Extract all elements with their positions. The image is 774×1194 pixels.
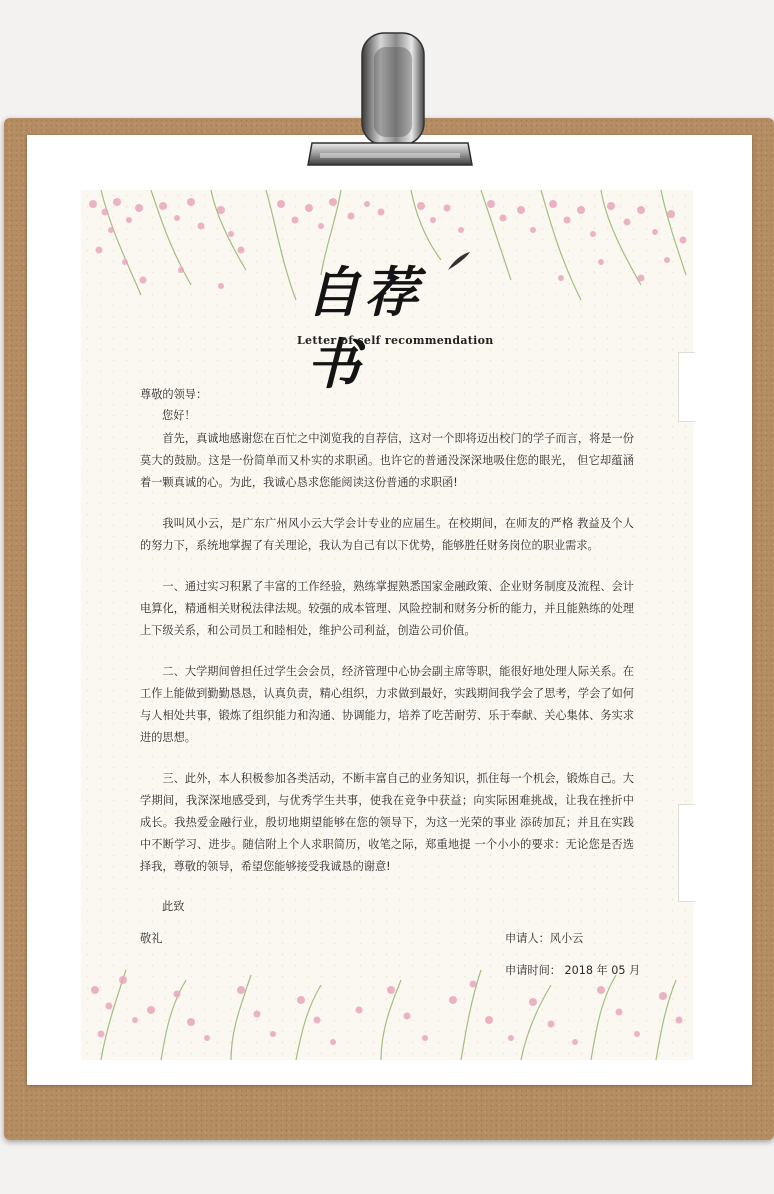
application-date: 申请时间： 2018 年 05 月 — [505, 964, 641, 977]
binder-clip — [300, 25, 480, 175]
side-tab-upper — [678, 352, 695, 422]
applicant-name: 申请人：风小云 — [505, 932, 584, 945]
salutation: 尊敬的领导： — [140, 388, 208, 401]
paragraph-self-introduction: 我叫风小云，是广东广州风小云大学会计专业的应届生。在校期间，在师友的严格 教益及个人的努力下，系统地掌握了有关理论，我认为自己有以下优势，能够胜任财务岗位的职业需求。 — [140, 517, 634, 552]
paragraph-intro: 首先，真诚地感谢您在百忙之中浏览我的自荐信，这对一个即将迈出校门的学子而言，将是一份莫大的鼓励。这是一份简单而又朴实的求职函。也许它的普通没深深地吸住您的眼光， 但它却蕴涵着一颗真诚的心。为此，我诚心恳求您能阅读这份普通的求职函! — [140, 432, 634, 489]
feather-icon — [446, 250, 472, 272]
title-calligraphy: 自荐书 — [306, 260, 422, 396]
paragraph-strength-one: 一、通过实习积累了丰富的工作经验，熟练掌握熟悉国家金融政策、企业财务制度及流程、会计电算化，精通相关财税法律法规。较强的成本管理、风险控制和财务分析的能力，并且能熟练的处理上下级关系，和公司员工和睦相处，维护公司利益，创造公司价值。 — [140, 580, 634, 637]
side-tab-lower — [678, 804, 695, 902]
paragraph-strength-three: 三、此外，本人积极参加各类活动，不断丰富自己的业务知识，抓住每一个机会，锻炼自己。大学期间，我深深地感受到，与优秀学生共事，使我在竞争中获益；向实际困难挑战，让我在挫折中 成长。我热爱金融行业，殷切地期望能够在您的领导下，为这一光荣的事业 添砖加瓦；并且在实践中不断学习、进步。随信附上个人求职简历，收笔之际，郑重地提 一个小小的要求：无论您是否选择我，尊敬的领导，希望您能够接受我诚恳的谢意! — [140, 772, 634, 873]
paragraph-strength-two: 二、大学期间曾担任过学生会会员，经济管理中心协会副主席等职，能很好地处理人际关系。在工作上能做到勤勤恳恳，认真负责，精心组织，力求做到最好，实践期间我学会了思考，学会了如何与人相处共事，锻炼了组织能力和沟通、协调能力，培养了吃苦耐劳、乐于奉献、关心集体、务实求进的思想。 — [140, 665, 634, 744]
title-english: Letter of self recommendation — [297, 334, 494, 347]
closing: 此致 — [162, 900, 185, 913]
greeting: 您好！ — [162, 409, 196, 422]
regards: 敬礼 — [140, 932, 163, 945]
